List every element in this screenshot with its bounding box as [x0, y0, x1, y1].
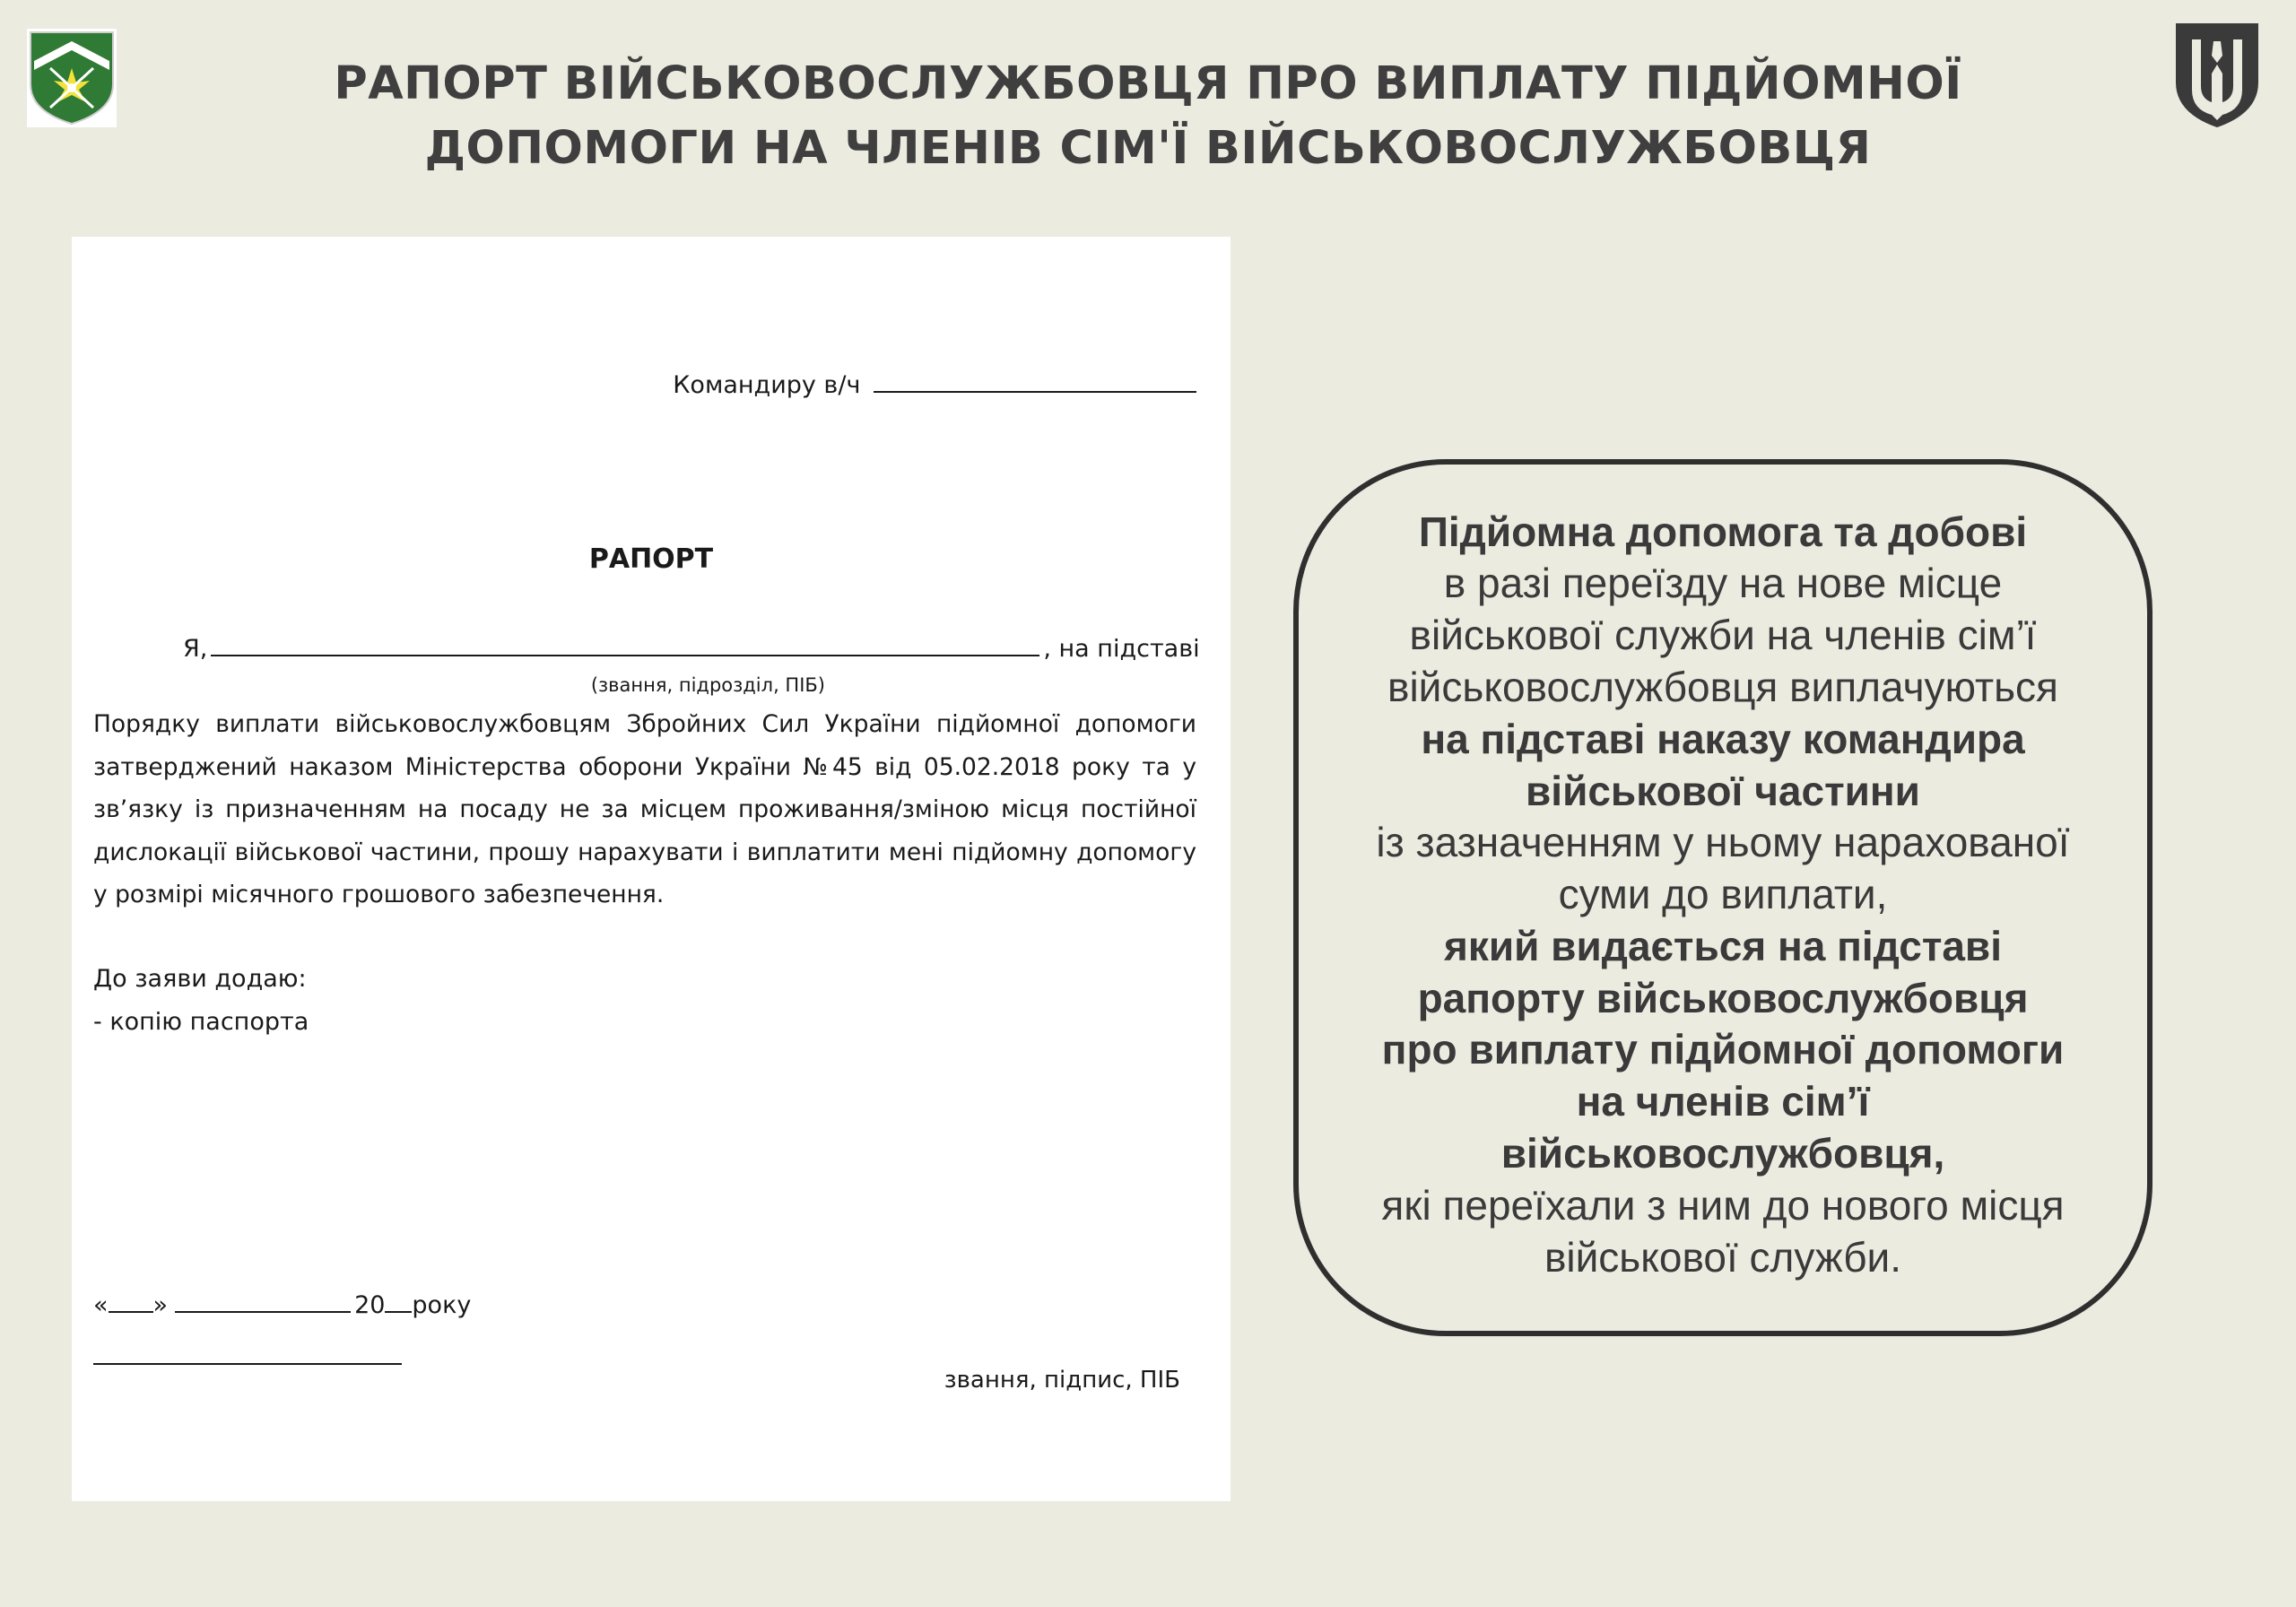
- page-title-line-2: ДОПОМОГИ НА ЧЛЕНІВ СІМ'Ї ВІЙСЬКОВОСЛУЖБОВЦЯ: [424, 122, 1872, 175]
- info-line: військової частини: [1526, 767, 1920, 814]
- page-title-line-1: РАПОРТ ВІЙСЬКОВОСЛУЖБОВЦЯ ПРО ВИПЛАТУ ПІДЙОМНОЇ: [334, 57, 1962, 110]
- applicant-hint: [72, 674, 1028, 696]
- attachments-block: [93, 958, 309, 1044]
- applicant-line: [183, 631, 1200, 663]
- info-line: військовослужбовця,: [1500, 1130, 1945, 1177]
- document-heading: РАПОРТ: [588, 543, 714, 575]
- date-year-prefix: 20: [354, 1291, 386, 1319]
- applicant-suffix: , на підставі: [1043, 635, 1200, 663]
- applicant-prefix: Я,: [183, 635, 208, 663]
- attachments-title: До заяви додаю:: [93, 965, 307, 993]
- info-line: на членів сім’ї: [1576, 1078, 1870, 1125]
- page-title: [269, 52, 2027, 181]
- unit-emblem-icon: [27, 29, 117, 127]
- info-line: із зазначенням у ньому нарахованої: [1376, 819, 2070, 866]
- info-line: суми до виплати,: [1558, 871, 1888, 918]
- date-month-blank: [175, 1288, 351, 1313]
- info-line: рапорту військовослужбовця: [1417, 974, 2029, 1021]
- applicant-hint-text: (звання, підрозділ, ПІБ): [590, 674, 825, 696]
- signature-blank: [93, 1363, 402, 1365]
- unit-number-blank: [874, 368, 1196, 393]
- info-line: який видається на підставі: [1443, 922, 2002, 969]
- info-line: військовослужбовця виплачуються: [1387, 663, 2058, 710]
- addressee-line: [673, 368, 1196, 399]
- info-line: військової служби.: [1544, 1233, 1902, 1281]
- date-open-quote: «: [93, 1291, 109, 1319]
- attachment-item: - копію паспорта: [93, 1008, 309, 1036]
- info-line: про виплату підйомної допомоги: [1381, 1026, 2065, 1073]
- report-form-document: [72, 237, 1231, 1501]
- trident-shield-icon: [2172, 20, 2262, 131]
- addressee-label: Командиру в/ч: [673, 371, 861, 399]
- info-callout-box: [1293, 459, 2152, 1336]
- date-close-quote: »: [152, 1291, 169, 1319]
- date-year-blank: [385, 1288, 412, 1313]
- signature-caption: звання, підпис, ПІБ: [944, 1367, 1180, 1394]
- info-line: в разі переїзду на нове місце: [1443, 560, 2003, 607]
- date-line: [93, 1288, 471, 1319]
- info-callout-text: [1337, 507, 2109, 1284]
- info-line: на підставі наказу командира: [1421, 715, 2025, 762]
- applicant-name-blank: [211, 631, 1039, 656]
- date-year-suffix: року: [412, 1291, 472, 1319]
- date-day-blank: [109, 1288, 153, 1313]
- info-line: Підйомна допомога та добові: [1418, 508, 2028, 555]
- info-line: які переїхали з ним до нового місця: [1381, 1181, 2065, 1229]
- info-line: військової служби на членів сім’ї: [1409, 612, 2037, 659]
- document-body-text: Порядку виплати військовослужбовцям Збройних Сил України підйомної допомоги затверджений наказом Міністерства оборони України №45 від 05.02.2018 року та у зв’язку із призначенням на посаду не за місцем проживання/зміною місця постійної дислокації військової частини, прошу нарахувати і виплатити мені підйомну допомогу у розмірі місячного грошового забезпечення.: [93, 710, 1196, 908]
